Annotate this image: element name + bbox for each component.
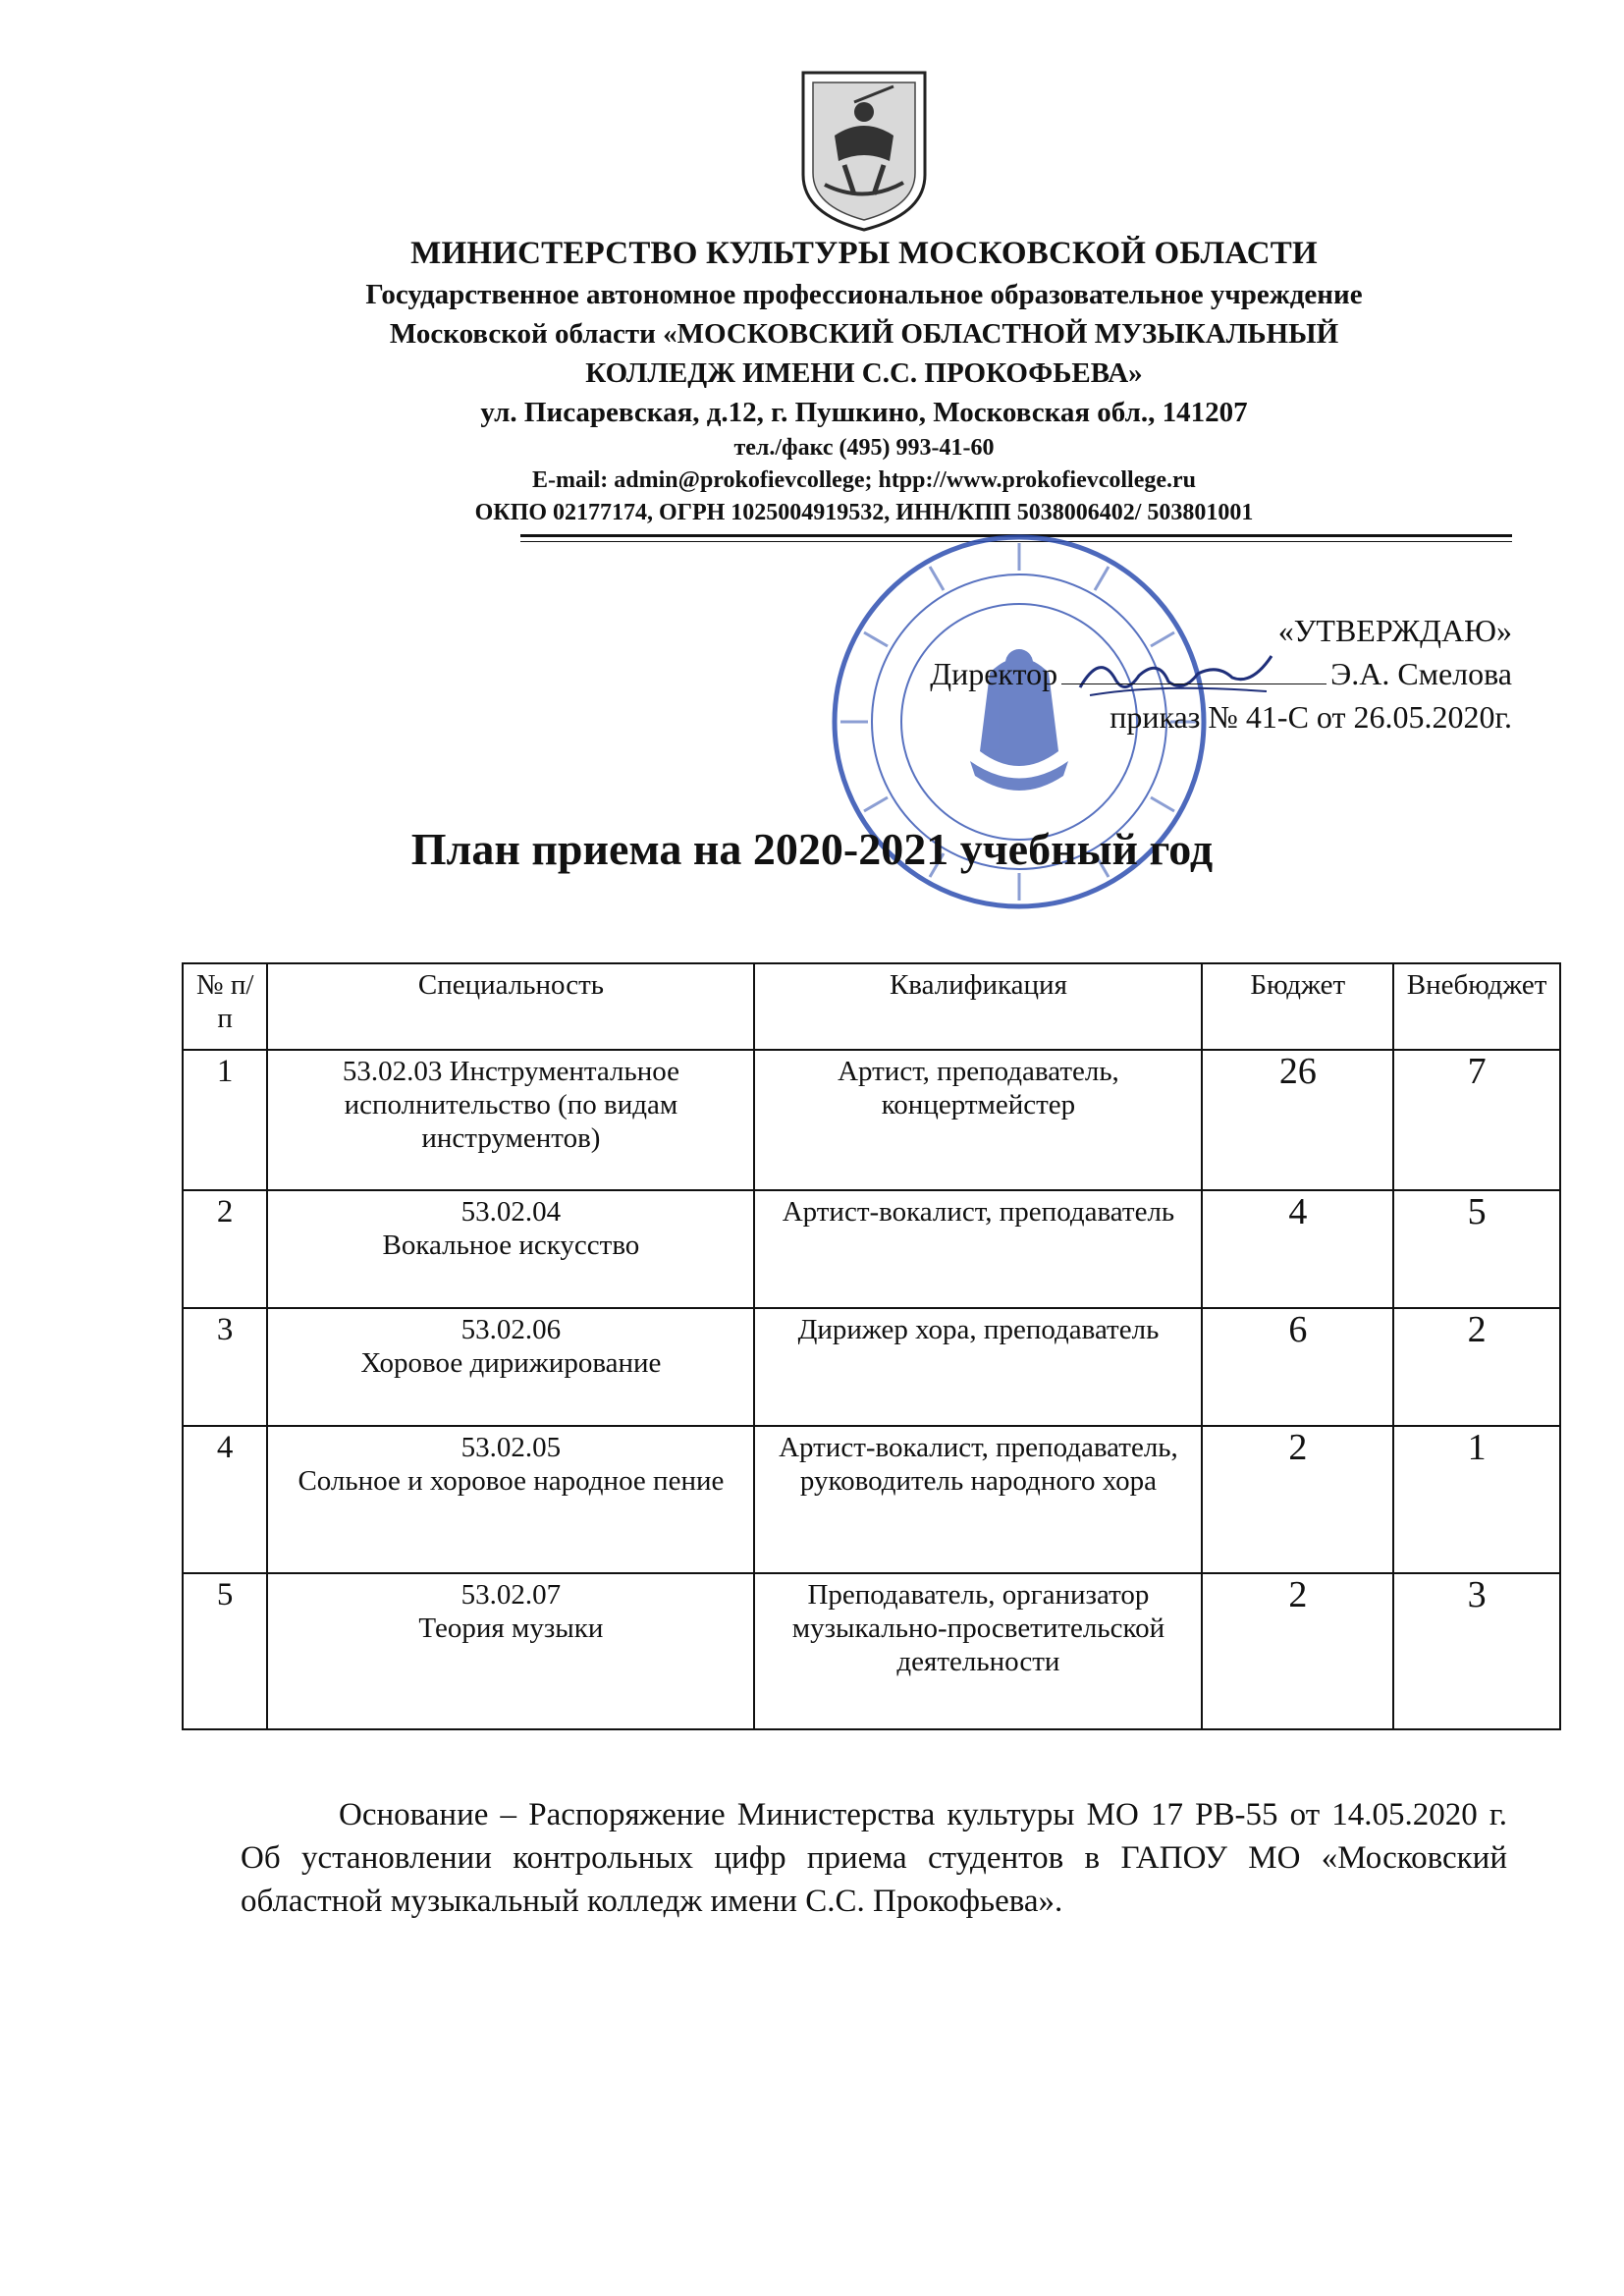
specialty-code: 53.02.05 [460,1432,562,1463]
row-number: 3 [183,1308,267,1426]
budget-cell: 2 [1202,1573,1393,1729]
specialty-name: исполнительство (по видам инструментов) [344,1089,678,1154]
extra-budget-cell: 1 [1393,1426,1560,1573]
specialty-cell [267,1050,754,1190]
table-row [183,1573,1560,1729]
header-qualification: Квалификация [754,963,1202,1050]
coat-of-arms-icon [795,67,933,234]
approval-block [930,609,1512,738]
approval-order: приказ № 41-С от 26.05.2020г. [1110,699,1512,735]
admission-plan-table [182,962,1561,1730]
signature-line [1061,656,1326,684]
institution-line-3: КОЛЛЕДЖ ИМЕНИ С.С. ПРОКОФЬЕВА» [585,357,1143,389]
row-number: 5 [183,1573,267,1729]
qualification-cell: Дирижер хора, преподаватель [754,1308,1202,1426]
specialty-cell [267,1308,754,1426]
letterhead [157,232,1571,529]
row-number: 4 [183,1426,267,1573]
document-title: План приема на 2020-2021 учебный год [410,824,1214,874]
header-extra-budget: Внебюджет [1393,963,1560,1050]
ministry-name: МИНИСТЕРСТВО КУЛЬТУРЫ МОСКОВСКОЙ ОБЛАСТИ [410,236,1318,271]
extra-budget-cell: 2 [1393,1308,1560,1426]
row-number: 2 [183,1190,267,1308]
specialty-code: 53.02.06 [460,1314,562,1345]
institution-line-2: Московской области «МОСКОВСКИЙ ОБЛАСТНОЙ МУЗЫКАЛЬНЫЙ [389,318,1339,350]
specialty-cell [267,1573,754,1729]
specialty-name: Хоровое дирижирование [360,1347,662,1379]
specialty-cell [267,1426,754,1573]
row-number: 1 [183,1050,267,1190]
budget-cell: 26 [1202,1050,1393,1190]
extra-budget-cell: 3 [1393,1573,1560,1729]
table-row [183,1426,1560,1573]
budget-cell: 6 [1202,1308,1393,1426]
qualification-cell: Преподаватель, организатор музыкально-просветительской деятельности [754,1573,1202,1729]
institution-line-1: Государственное автономное профессиональное образовательное учреждение [365,279,1363,310]
table-row [183,1050,1560,1190]
budget-cell: 2 [1202,1426,1393,1573]
extra-budget-cell: 7 [1393,1050,1560,1190]
header-number: № п/п [183,963,267,1050]
table-row [183,1190,1560,1308]
header-budget: Бюджет [1202,963,1393,1050]
budget-cell: 4 [1202,1190,1393,1308]
specialty-name: Вокальное искусство [382,1230,640,1261]
address: ул. Писаревская, д.12, г. Пушкино, Московская обл., 141207 [480,397,1248,428]
extra-budget-cell: 5 [1393,1190,1560,1308]
approval-signature-row [930,652,1512,695]
specialty-cell [267,1190,754,1308]
header-specialty: Специальность [267,963,754,1050]
specialty-code: 53.02.03 Инструментальное [342,1056,679,1087]
table-header-row [183,963,1560,1050]
basis-paragraph: Основание – Распоряжение Министерства культуры МО 17 РВ-55 от 14.05.2020 г. Об установлении контрольных цифр приема студентов в ГАПОУ МО «Московский областной музыкальный колледж имени С.С. Прокофьева». [241,1797,1507,1919]
email-web: E-mail: admin@prokofievcollege; htpp://www.prokofievcollege.ru [531,467,1197,493]
registry-codes: ОКПО 02177174, ОГРН 1025004919532, ИНН/КПП 5038006402/ 503801001 [474,500,1254,525]
qualification-cell: Артист-вокалист, преподаватель [754,1190,1202,1308]
specialty-code: 53.02.07 [460,1579,562,1611]
specialty-name: Сольное и хоровое народное пение [298,1465,725,1497]
director-title: Директор [930,656,1058,691]
phone: тел./факс (495) 993-41-60 [733,435,995,461]
specialty-name: Теория музыки [418,1613,604,1644]
qualification-cell: Артист-вокалист, преподаватель, руководитель народного хора [754,1426,1202,1573]
qualification-cell: Артист, преподаватель, концертмейстер [754,1050,1202,1190]
director-name: Э.А. Смелова [1330,656,1512,691]
table-row [183,1308,1560,1426]
specialty-code: 53.02.04 [460,1196,562,1228]
approval-heading: «УТВЕРЖДАЮ» [1277,613,1512,648]
